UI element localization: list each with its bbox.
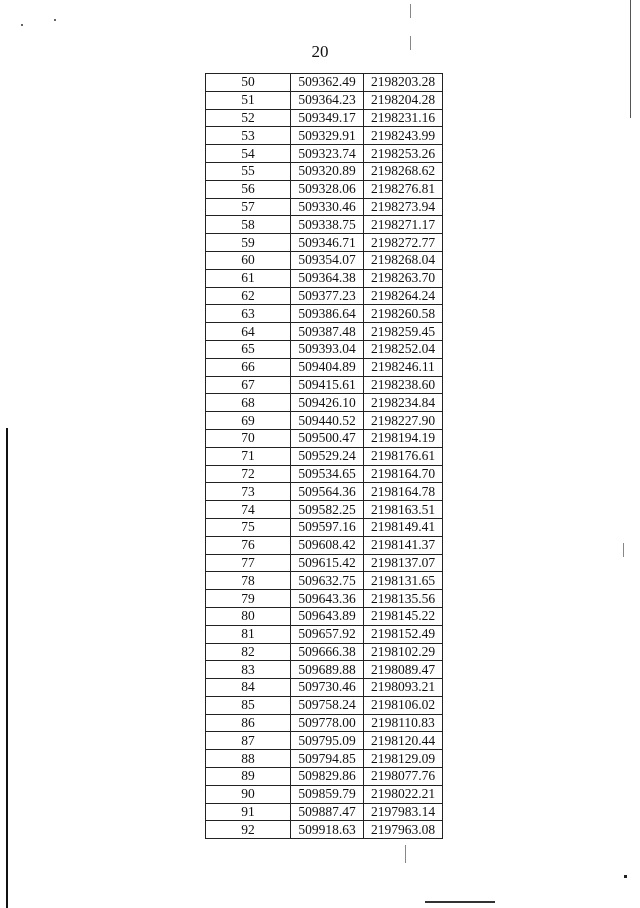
y-coordinate-cell: 2198276.81: [364, 180, 443, 198]
x-coordinate-cell: 509323.74: [291, 145, 364, 163]
y-coordinate-cell: 2198243.99: [364, 127, 443, 145]
y-coordinate-cell: 2198253.26: [364, 145, 443, 163]
x-coordinate-cell: 509643.36: [291, 590, 364, 608]
scan-speck: [54, 19, 56, 21]
point-number-cell: 87: [206, 732, 291, 750]
table-row: [206, 679, 443, 697]
point-number-cell: 66: [206, 358, 291, 376]
point-number-cell: 64: [206, 323, 291, 341]
point-number-cell: 55: [206, 162, 291, 180]
point-number-cell: 56: [206, 180, 291, 198]
table-row: [206, 412, 443, 430]
table-row: [206, 768, 443, 786]
y-coordinate-cell: 2198089.47: [364, 661, 443, 679]
point-number-cell: 79: [206, 590, 291, 608]
scan-mark: [410, 36, 411, 50]
y-coordinate-cell: 2198102.29: [364, 643, 443, 661]
table-row: [206, 305, 443, 323]
point-number-cell: 77: [206, 554, 291, 572]
point-number-cell: 80: [206, 607, 291, 625]
x-coordinate-cell: 509643.89: [291, 607, 364, 625]
x-coordinate-cell: 509795.09: [291, 732, 364, 750]
x-coordinate-cell: 509328.06: [291, 180, 364, 198]
point-number-cell: 54: [206, 145, 291, 163]
point-number-cell: 85: [206, 696, 291, 714]
x-coordinate-cell: 509730.46: [291, 679, 364, 697]
point-number-cell: 86: [206, 714, 291, 732]
y-coordinate-cell: 2198203.28: [364, 74, 443, 92]
table-row: [206, 501, 443, 519]
point-number-cell: 84: [206, 679, 291, 697]
point-number-cell: 72: [206, 465, 291, 483]
x-coordinate-cell: 509778.00: [291, 714, 364, 732]
y-coordinate-cell: 2198152.49: [364, 625, 443, 643]
x-coordinate-cell: 509386.64: [291, 305, 364, 323]
table-row: [206, 127, 443, 145]
point-number-cell: 62: [206, 287, 291, 305]
table-row: [206, 625, 443, 643]
point-number-cell: 52: [206, 109, 291, 127]
x-coordinate-cell: 509349.17: [291, 109, 364, 127]
point-number-cell: 74: [206, 501, 291, 519]
point-number-cell: 70: [206, 429, 291, 447]
table-row: [206, 198, 443, 216]
point-number-cell: 90: [206, 785, 291, 803]
table-row: [206, 109, 443, 127]
y-coordinate-cell: 2198176.61: [364, 447, 443, 465]
x-coordinate-cell: 509329.91: [291, 127, 364, 145]
point-number-cell: 53: [206, 127, 291, 145]
point-number-cell: 65: [206, 340, 291, 358]
y-coordinate-cell: 2198022.21: [364, 785, 443, 803]
scan-speck: [21, 24, 23, 26]
table-row: [206, 358, 443, 376]
point-number-cell: 59: [206, 234, 291, 252]
table-row: [206, 554, 443, 572]
y-coordinate-cell: 2198264.24: [364, 287, 443, 305]
table-row: [206, 162, 443, 180]
point-number-cell: 89: [206, 768, 291, 786]
point-number-cell: 57: [206, 198, 291, 216]
scan-mark: [405, 845, 406, 863]
point-number-cell: 69: [206, 412, 291, 430]
table-row: [206, 572, 443, 590]
table-row: [206, 287, 443, 305]
table-row: [206, 251, 443, 269]
y-coordinate-cell: 2198137.07: [364, 554, 443, 572]
x-coordinate-cell: 509615.42: [291, 554, 364, 572]
x-coordinate-cell: 509608.42: [291, 536, 364, 554]
table-row: [206, 429, 443, 447]
coordinates-table: [205, 73, 443, 839]
x-coordinate-cell: 509440.52: [291, 412, 364, 430]
point-number-cell: 58: [206, 216, 291, 234]
point-number-cell: 75: [206, 518, 291, 536]
x-coordinate-cell: 509320.89: [291, 162, 364, 180]
x-coordinate-cell: 509387.48: [291, 323, 364, 341]
y-coordinate-cell: 2198268.62: [364, 162, 443, 180]
x-coordinate-cell: 509415.61: [291, 376, 364, 394]
point-number-cell: 81: [206, 625, 291, 643]
x-coordinate-cell: 509330.46: [291, 198, 364, 216]
x-coordinate-cell: 509582.25: [291, 501, 364, 519]
point-number-cell: 88: [206, 750, 291, 768]
table-row: [206, 821, 443, 839]
scan-line-bottom: [425, 901, 495, 903]
table-row: [206, 714, 443, 732]
table-row: [206, 91, 443, 109]
y-coordinate-cell: 2198093.21: [364, 679, 443, 697]
y-coordinate-cell: 2197963.08: [364, 821, 443, 839]
x-coordinate-cell: 509794.85: [291, 750, 364, 768]
table-row: [206, 518, 443, 536]
table-row: [206, 607, 443, 625]
x-coordinate-cell: 509758.24: [291, 696, 364, 714]
table-row: [206, 340, 443, 358]
y-coordinate-cell: 2198110.83: [364, 714, 443, 732]
y-coordinate-cell: 2198252.04: [364, 340, 443, 358]
y-coordinate-cell: 2198231.16: [364, 109, 443, 127]
point-number-cell: 92: [206, 821, 291, 839]
y-coordinate-cell: 2198163.51: [364, 501, 443, 519]
table-row: [206, 447, 443, 465]
y-coordinate-cell: 2198272.77: [364, 234, 443, 252]
point-number-cell: 91: [206, 803, 291, 821]
y-coordinate-cell: 2198164.70: [364, 465, 443, 483]
x-coordinate-cell: 509364.23: [291, 91, 364, 109]
scan-mark: [410, 4, 411, 18]
x-coordinate-cell: 509918.63: [291, 821, 364, 839]
x-coordinate-cell: 509500.47: [291, 429, 364, 447]
table-row: [206, 590, 443, 608]
y-coordinate-cell: 2198149.41: [364, 518, 443, 536]
page-number: 20: [311, 42, 329, 61]
y-coordinate-cell: 2198194.19: [364, 429, 443, 447]
y-coordinate-cell: 2198129.09: [364, 750, 443, 768]
x-coordinate-cell: 509404.89: [291, 358, 364, 376]
table-row: [206, 74, 443, 92]
x-coordinate-cell: 509377.23: [291, 287, 364, 305]
table-row: [206, 536, 443, 554]
y-coordinate-cell: 2198263.70: [364, 269, 443, 287]
table-row: [206, 750, 443, 768]
x-coordinate-cell: 509346.71: [291, 234, 364, 252]
y-coordinate-cell: 2198145.22: [364, 607, 443, 625]
point-number-cell: 83: [206, 661, 291, 679]
y-coordinate-cell: 2198106.02: [364, 696, 443, 714]
y-coordinate-cell: 2197983.14: [364, 803, 443, 821]
point-number-cell: 63: [206, 305, 291, 323]
y-coordinate-cell: 2198077.76: [364, 768, 443, 786]
coordinates-table-body: [206, 74, 443, 839]
table-row: [206, 465, 443, 483]
point-number-cell: 68: [206, 394, 291, 412]
y-coordinate-cell: 2198120.44: [364, 732, 443, 750]
table-row: [206, 216, 443, 234]
table-row: [206, 323, 443, 341]
y-coordinate-cell: 2198268.04: [364, 251, 443, 269]
table-row: [206, 145, 443, 163]
y-coordinate-cell: 2198227.90: [364, 412, 443, 430]
y-coordinate-cell: 2198238.60: [364, 376, 443, 394]
x-coordinate-cell: 509597.16: [291, 518, 364, 536]
x-coordinate-cell: 509354.07: [291, 251, 364, 269]
table-row: [206, 785, 443, 803]
x-coordinate-cell: 509859.79: [291, 785, 364, 803]
point-number-cell: 51: [206, 91, 291, 109]
x-coordinate-cell: 509657.92: [291, 625, 364, 643]
table-row: [206, 180, 443, 198]
y-coordinate-cell: 2198271.17: [364, 216, 443, 234]
point-number-cell: 50: [206, 74, 291, 92]
y-coordinate-cell: 2198234.84: [364, 394, 443, 412]
point-number-cell: 73: [206, 483, 291, 501]
table-row: [206, 483, 443, 501]
table-row: [206, 643, 443, 661]
x-coordinate-cell: 509426.10: [291, 394, 364, 412]
y-coordinate-cell: 2198259.45: [364, 323, 443, 341]
y-coordinate-cell: 2198260.58: [364, 305, 443, 323]
x-coordinate-cell: 509338.75: [291, 216, 364, 234]
point-number-cell: 61: [206, 269, 291, 287]
table-row: [206, 376, 443, 394]
y-coordinate-cell: 2198135.56: [364, 590, 443, 608]
scan-mark: [623, 543, 624, 557]
x-coordinate-cell: 509362.49: [291, 74, 364, 92]
x-coordinate-cell: 509829.86: [291, 768, 364, 786]
table-row: [206, 661, 443, 679]
table-row: [206, 696, 443, 714]
point-number-cell: 78: [206, 572, 291, 590]
x-coordinate-cell: 509689.88: [291, 661, 364, 679]
table-row: [206, 803, 443, 821]
point-number-cell: 82: [206, 643, 291, 661]
table-row: [206, 732, 443, 750]
x-coordinate-cell: 509887.47: [291, 803, 364, 821]
x-coordinate-cell: 509632.75: [291, 572, 364, 590]
point-number-cell: 60: [206, 251, 291, 269]
x-coordinate-cell: 509534.65: [291, 465, 364, 483]
table-row: [206, 394, 443, 412]
x-coordinate-cell: 509666.38: [291, 643, 364, 661]
point-number-cell: 76: [206, 536, 291, 554]
y-coordinate-cell: 2198164.78: [364, 483, 443, 501]
x-coordinate-cell: 509364.38: [291, 269, 364, 287]
scan-speck: [624, 875, 627, 878]
y-coordinate-cell: 2198204.28: [364, 91, 443, 109]
table-row: [206, 269, 443, 287]
scan-edge-right: [630, 0, 631, 118]
x-coordinate-cell: 509393.04: [291, 340, 364, 358]
point-number-cell: 67: [206, 376, 291, 394]
y-coordinate-cell: 2198141.37: [364, 536, 443, 554]
y-coordinate-cell: 2198246.11: [364, 358, 443, 376]
y-coordinate-cell: 2198273.94: [364, 198, 443, 216]
table-row: [206, 234, 443, 252]
y-coordinate-cell: 2198131.65: [364, 572, 443, 590]
scan-edge-left: [6, 428, 8, 908]
point-number-cell: 71: [206, 447, 291, 465]
x-coordinate-cell: 509529.24: [291, 447, 364, 465]
x-coordinate-cell: 509564.36: [291, 483, 364, 501]
